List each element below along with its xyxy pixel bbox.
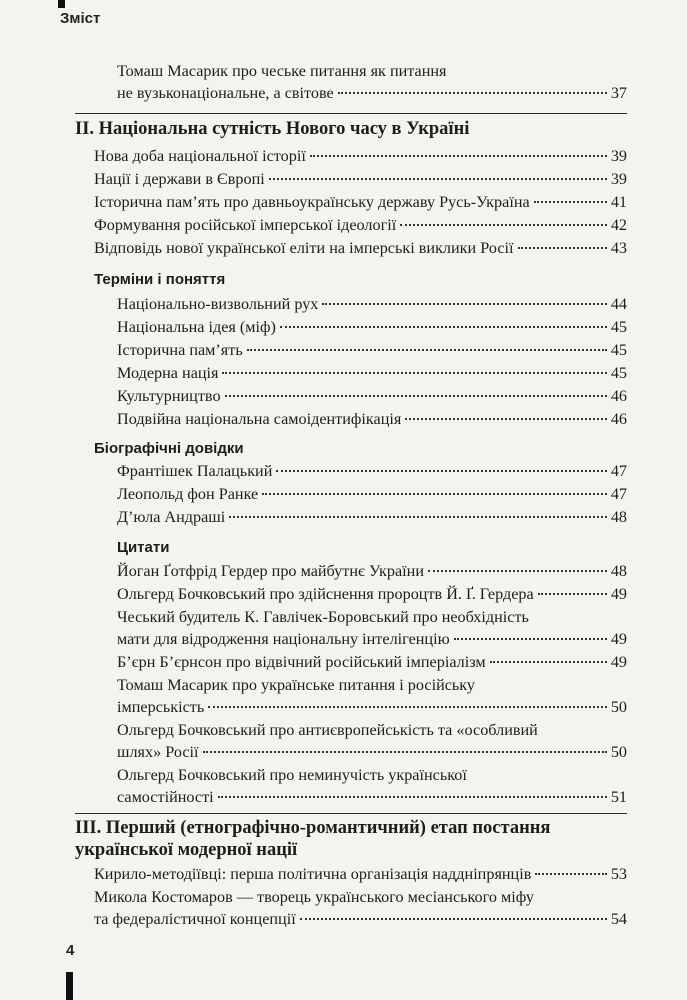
toc-entry[interactable]	[117, 293, 627, 315]
part-3-title-line2: української модерної нації	[75, 840, 298, 860]
page-ref: 50	[610, 698, 627, 716]
dot-leader	[262, 493, 607, 495]
page-ref: 46	[610, 410, 627, 428]
toc-entry[interactable]	[94, 863, 627, 885]
toc-entry-masaryk-czech-cont[interactable]	[117, 82, 627, 104]
page-number: 4	[66, 942, 75, 959]
toc-entry[interactable]	[94, 191, 627, 213]
toc-entry-line2: та федералістичної концепції	[94, 910, 296, 928]
toc-entry-cont[interactable]	[117, 786, 627, 808]
dot-leader	[534, 201, 607, 203]
page-ref: 51	[610, 788, 627, 806]
bios-heading: Біографічні довідки	[94, 440, 244, 457]
toc-entry[interactable]	[94, 886, 534, 908]
part-3-title-line1: III. Перший (етнографічно-романтичний) етап постання	[75, 818, 551, 838]
toc-entry[interactable]	[94, 214, 627, 236]
toc-entry-line1: Томаш Масарик про чеське питання як питання	[117, 62, 447, 80]
terms-heading: Терміни і поняття	[94, 271, 226, 288]
dot-leader	[269, 178, 607, 180]
toc-entry-line2: мати для відродження національну інтелігенцію	[117, 630, 450, 648]
page-ref: 39	[610, 147, 627, 165]
toc-entry-label: Історична пам’ять	[117, 341, 243, 359]
dot-leader	[490, 661, 607, 663]
toc-entry[interactable]	[117, 460, 627, 482]
page-ref: 42	[610, 216, 627, 234]
toc-entry-cont[interactable]	[117, 741, 627, 763]
toc-entry-line2: імперськість	[117, 698, 205, 716]
toc-entry-line1: Томаш Масарик про українське питання і російську	[117, 676, 476, 694]
dot-leader	[454, 638, 607, 640]
toc-entry-line1: Чеський будитель К. Гавлічек-Боровський про необхідність	[117, 608, 529, 626]
toc-entry-label: Історична пам’ять про давньоукраїнську державу Русь-Україна	[94, 193, 530, 211]
dot-leader	[535, 873, 606, 875]
toc-entry-label: Б’єрн Б’єрнсон про відвічний російський імперіалізм	[117, 653, 486, 671]
dot-leader	[538, 593, 607, 595]
page-ref: 50	[610, 743, 627, 761]
toc-entry-label: Нова доба національної історії	[94, 147, 306, 165]
toc-entry[interactable]	[117, 606, 529, 628]
dot-leader	[322, 303, 606, 305]
dot-leader	[428, 570, 607, 572]
toc-entry[interactable]	[94, 168, 627, 190]
quotes-heading: Цитати	[117, 539, 170, 556]
toc-entry-label: Культурництво	[117, 387, 221, 405]
page-ref: 39	[610, 170, 627, 188]
page-ref: 43	[610, 239, 627, 257]
toc-entry[interactable]	[117, 408, 627, 430]
dot-leader	[225, 395, 607, 397]
page-ref: 37	[610, 84, 627, 102]
page-ref: 41	[610, 193, 627, 211]
page-ref: 47	[610, 462, 627, 480]
dot-leader	[222, 372, 606, 374]
toc-entry[interactable]	[117, 651, 627, 673]
part-2-title: II. Національна сутність Нового часу в Україні	[75, 119, 470, 139]
page-ref: 49	[610, 653, 627, 671]
dot-leader	[338, 92, 607, 94]
toc-entry[interactable]	[117, 339, 627, 361]
dot-leader	[405, 418, 606, 420]
toc-entry-label: Модерна нація	[117, 364, 219, 382]
page-ref: 45	[610, 364, 627, 382]
dot-leader	[208, 706, 607, 708]
toc-entry-line1: Ольгерд Бочковський про антиєвропейськість та «особливий	[117, 721, 538, 739]
toc-entry-label: Національно-визвольний рух	[117, 295, 319, 313]
toc-entry[interactable]	[117, 316, 627, 338]
toc-entry-label: Формування російської імперської ідеології	[94, 216, 397, 234]
toc-entry-line1: Ольгерд Бочковський про неминучість української	[117, 766, 467, 784]
dot-leader	[300, 918, 607, 920]
toc-entry-masaryk-czech[interactable]	[117, 60, 447, 82]
toc-entry[interactable]	[94, 145, 627, 167]
page-ref: 45	[610, 318, 627, 336]
toc-entry-label: Леопольд фон Ранке	[117, 485, 259, 503]
section-divider	[75, 813, 627, 814]
toc-entry-label: Відповідь нової української еліти на імперські виклики Росії	[94, 239, 514, 257]
section-divider	[75, 113, 627, 114]
toc-entry[interactable]	[117, 560, 627, 582]
toc-entry-label: Подвійна національна самоідентифікація	[117, 410, 402, 428]
page-ref: 46	[610, 387, 627, 405]
toc-entry[interactable]	[117, 764, 467, 786]
dot-leader	[247, 349, 607, 351]
toc-entry[interactable]	[117, 583, 627, 605]
toc-entry[interactable]	[117, 719, 538, 741]
toc-entry[interactable]	[117, 506, 627, 528]
dot-leader	[518, 247, 607, 249]
page-ref: 53	[610, 865, 627, 883]
top-margin-mark	[58, 0, 65, 8]
dot-leader	[400, 224, 607, 226]
toc-entry-label: Д’юла Андраші	[117, 508, 226, 526]
page-ref: 54	[610, 910, 627, 928]
toc-entry-cont[interactable]	[94, 908, 627, 930]
toc-entry[interactable]	[117, 385, 627, 407]
dot-leader	[203, 751, 607, 753]
toc-entry-line2: самостійності	[117, 788, 214, 806]
toc-entry-label: Франтішек Палацький	[117, 462, 273, 480]
dot-leader	[218, 796, 607, 798]
dot-leader	[229, 516, 607, 518]
bottom-margin-mark	[66, 972, 73, 1000]
toc-entry-label: Йоган Ґотфрід Гердер про майбутнє України	[117, 562, 424, 580]
page-ref: 49	[610, 630, 627, 648]
toc-entry-label: Нації і держави в Європі	[94, 170, 265, 188]
dot-leader	[310, 155, 607, 157]
page-ref: 48	[610, 508, 627, 526]
toc-entry-line2: шлях» Росії	[117, 743, 199, 761]
page-ref: 44	[610, 295, 627, 313]
toc-entry[interactable]	[117, 362, 627, 384]
toc-entry[interactable]	[117, 674, 475, 696]
page-ref: 45	[610, 341, 627, 359]
page-ref: 48	[610, 562, 627, 580]
toc-entry[interactable]	[117, 483, 627, 505]
page-ref: 47	[610, 485, 627, 503]
toc-entry-label: Ольгерд Бочковський про здійснення пророцтв Й. Ґ. Гердера	[117, 585, 534, 603]
toc-entry-cont[interactable]	[117, 628, 627, 650]
page-ref: 49	[610, 585, 627, 603]
toc-entry-label: Кирило-методіївці: перша політична організація наддніпрянців	[94, 865, 532, 883]
toc-entry-line1: Микола Костомаров — творець українського месіанського міфу	[94, 888, 534, 906]
dot-leader	[276, 470, 606, 472]
toc-entry[interactable]	[94, 237, 627, 259]
toc-entry-label: Національна ідея (міф)	[117, 318, 276, 336]
toc-entry-cont[interactable]	[117, 696, 627, 718]
toc-entry-line2: не вузьконаціональне, а світове	[117, 84, 334, 102]
section-header: Зміст	[60, 10, 101, 27]
dot-leader	[280, 326, 607, 328]
